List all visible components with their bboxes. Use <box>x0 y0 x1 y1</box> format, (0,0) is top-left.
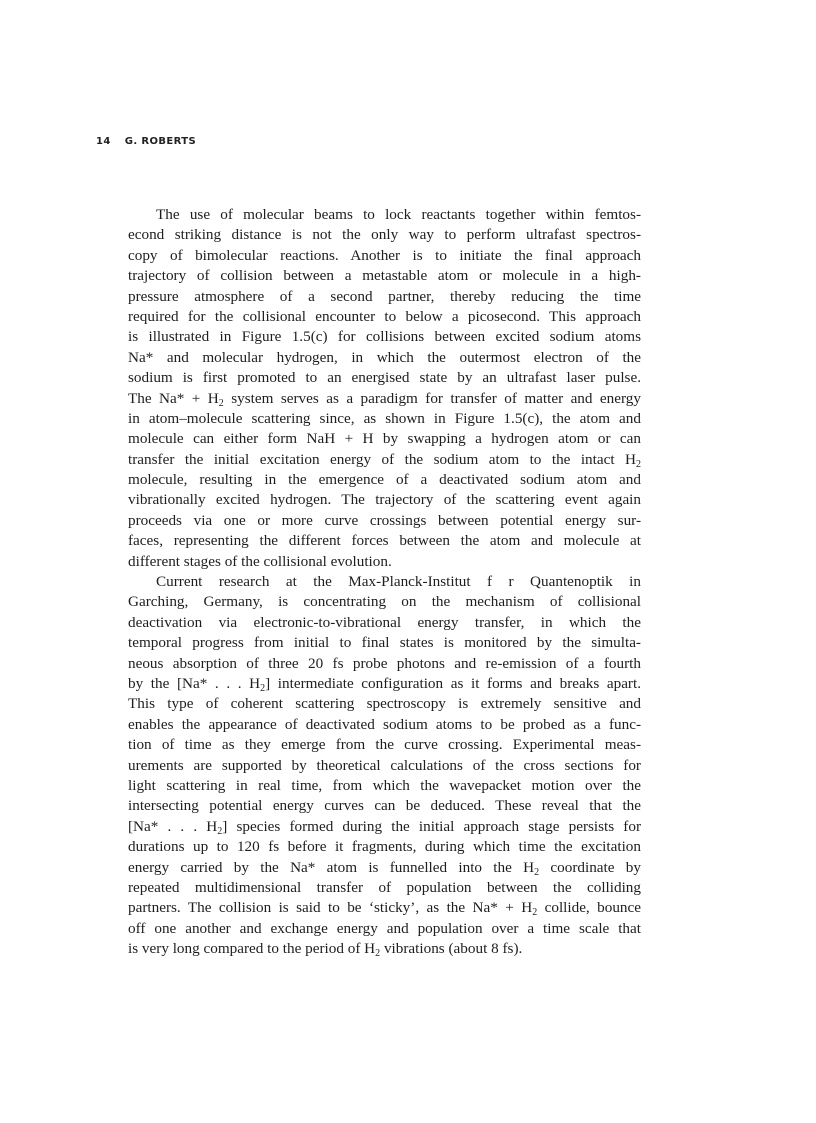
text-run: proceeds via one or more curve crossings between potential energy sur- <box>128 511 641 529</box>
text-run: temporal progress from initial to final states is monitored by the simulta- <box>128 634 641 652</box>
subscript: 2 <box>217 825 223 837</box>
text-line <box>128 470 641 490</box>
text-line <box>128 817 641 837</box>
text-line <box>128 654 641 674</box>
text-line <box>128 796 641 816</box>
text-run: off one another and exchange energy and population over a time scale that <box>128 919 641 937</box>
text-line <box>128 735 641 755</box>
text-run: urements are supported by theoretical calculations of the cross sections for <box>128 756 641 774</box>
text-run: repeated multidimensional transfer of population between the colliding <box>128 878 641 896</box>
text-line <box>128 776 641 796</box>
text-line <box>128 756 641 776</box>
subscript: 2 <box>636 458 641 470</box>
text-run: by the [Na* . . . H <box>128 674 261 692</box>
text-run: molecule can either form NaH + H by swapping a hydrogen atom or can <box>128 430 641 448</box>
text-run: faces, representing the different forces between the atom and molecule at <box>128 532 641 550</box>
subscript: 2 <box>218 397 224 409</box>
text-run: [Na* . . . H <box>128 817 218 835</box>
text-run: in atom–molecule scattering since, as shown in Figure 1.5(c), the atom and <box>128 409 641 427</box>
text-run: pressure atmosphere of a second partner, thereby reducing the time <box>128 287 641 305</box>
text-run: ] species formed during the initial approach stage persists for <box>222 817 642 835</box>
text-line <box>128 511 641 531</box>
text-run: sodium is first promoted to an energised state by an ultrafast laser pulse. <box>128 369 641 387</box>
text-line <box>128 531 641 551</box>
text-run: econd striking distance is not the only way to perform ultrafast spectros- <box>128 226 641 244</box>
subscript: 2 <box>534 866 540 878</box>
text-line <box>128 205 641 225</box>
subscript: 2 <box>375 948 381 960</box>
text-run: partners. The collision is said to be ‘sticky’, as the Na* + H <box>128 899 533 917</box>
text-run: The use of molecular beams to lock reactants together within femtos- <box>156 206 641 223</box>
text-run: vibrationally excited hydrogen. The trajectory of the scattering event again <box>128 491 641 509</box>
text-line <box>128 287 641 307</box>
text-run: intersecting potential energy curves can be deduced. These reveal that the <box>128 797 641 815</box>
text-line <box>128 633 641 653</box>
text-run: transfer the initial excitation energy of the sodium atom to the intact H <box>128 450 636 468</box>
text-run: energy carried by the Na* atom is funnelled into the H <box>128 858 535 876</box>
text-run: The Na* + H <box>128 389 219 407</box>
running-head <box>96 136 196 147</box>
text-line <box>128 409 641 429</box>
text-line <box>128 878 641 898</box>
text-line <box>128 898 641 918</box>
subscript: 2 <box>532 907 538 919</box>
running-title: G. ROBERTS <box>124 136 197 147</box>
text-line <box>128 858 641 878</box>
text-line <box>128 715 641 735</box>
text-line <box>128 552 641 572</box>
text-run: trajectory of collision between a metastable atom or molecule in a high- <box>128 267 641 285</box>
text-line <box>128 694 641 714</box>
subscript: 2 <box>260 682 266 694</box>
text-line <box>128 592 641 612</box>
text-line <box>128 572 641 592</box>
paragraph <box>128 205 641 572</box>
text-line <box>128 919 641 939</box>
text-run: collide, bounce <box>537 899 641 917</box>
text-run: molecule, resulting in the emergence of a deactivated sodium atom and <box>128 471 641 489</box>
text-line <box>128 368 641 388</box>
text-run: is illustrated in Figure 1.5(c) for collisions between excited sodium atoms <box>128 328 641 346</box>
text-run: vibrations (about 8 fs). <box>380 940 523 958</box>
text-line <box>128 327 641 347</box>
text-line <box>128 348 641 368</box>
text-line <box>128 246 641 266</box>
text-line <box>128 613 641 633</box>
text-run: This type of coherent scattering spectroscopy is extremely sensitive and <box>128 695 641 713</box>
text-line <box>128 307 641 327</box>
text-run: Current research at the Max-Planck-Institut f r Quantenoptik in <box>156 573 641 591</box>
page-number: 14 <box>96 136 111 147</box>
text-run: deactivation via electronic-to-vibrational energy transfer, in which the <box>128 613 641 631</box>
text-run: Na* and molecular hydrogen, in which the outermost electron of the <box>128 348 641 366</box>
text-run: is very long compared to the period of H <box>128 940 376 958</box>
text-run: different stages of the collisional evolution. <box>128 552 392 570</box>
text-line <box>128 450 641 470</box>
text-line <box>128 837 641 857</box>
text-line <box>128 429 641 449</box>
text-line <box>128 225 641 245</box>
text-line <box>128 490 641 510</box>
text-run: Garching, Germany, is concentrating on the mechanism of collisional <box>128 593 641 611</box>
text-run: light scattering in real time, from which the wavepacket motion over the <box>128 776 641 794</box>
text-line <box>128 939 641 959</box>
text-run: copy of bimolecular reactions. Another is to initiate the final approach <box>128 246 641 264</box>
paragraph <box>128 572 641 959</box>
text-run: system serves as a paradigm for transfer of matter and energy <box>223 389 641 407</box>
text-run: tion of time as they emerge from the curve crossing. Experimental meas- <box>128 736 641 754</box>
text-run: enables the appearance of deactivated sodium atoms to be probed as a func- <box>128 715 641 733</box>
text-run: durations up to 120 fs before it fragments, during which time the excitation <box>128 838 641 856</box>
text-line <box>128 389 641 409</box>
text-run: ] intermediate configuration as it forms and breaks apart. <box>265 674 642 692</box>
text-line <box>128 266 641 286</box>
body-text <box>128 205 641 959</box>
text-run: required for the collisional encounter to below a picosecond. This approach <box>128 307 641 325</box>
text-run: coordinate by <box>539 858 641 876</box>
text-line <box>128 674 641 694</box>
text-run: neous absorption of three 20 fs probe photons and re-emission of a fourth <box>128 654 641 672</box>
